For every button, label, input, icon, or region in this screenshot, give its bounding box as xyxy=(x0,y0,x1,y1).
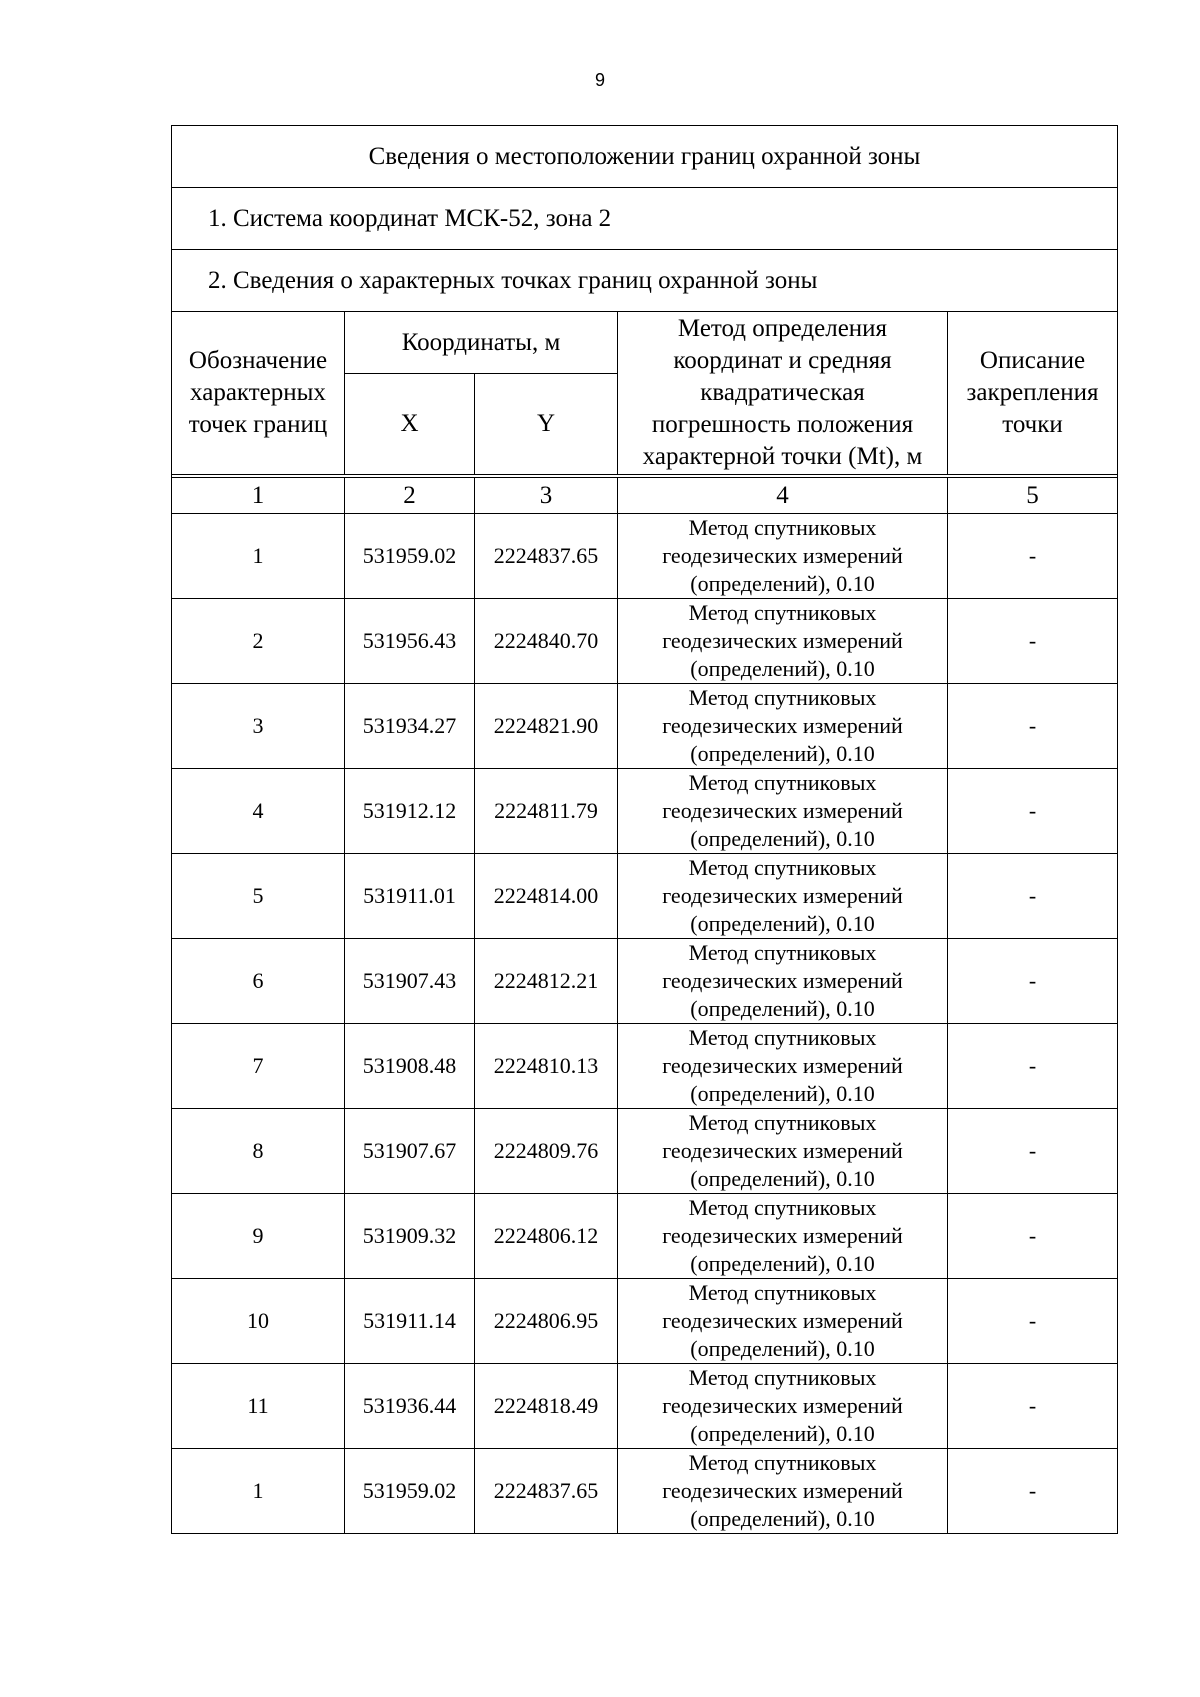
coord-x: 531907.43 xyxy=(345,939,475,1024)
coord-x: 531909.32 xyxy=(345,1194,475,1279)
method-cell: Метод спутниковых геодезических измерений (определений), 0.10 xyxy=(618,1109,948,1194)
method-cell: Метод спутниковых геодезических измерений (определений), 0.10 xyxy=(618,1024,948,1109)
table-row xyxy=(172,1194,1118,1279)
method-cell: Метод спутниковых геодезических измерений (определений), 0.10 xyxy=(618,1194,948,1279)
point-number: 3 xyxy=(172,684,345,769)
fixing-description: - xyxy=(948,1194,1118,1279)
table-row xyxy=(172,599,1118,684)
coord-x: 531936.44 xyxy=(345,1364,475,1449)
coord-x: 531911.14 xyxy=(345,1279,475,1364)
point-number: 9 xyxy=(172,1194,345,1279)
method-cell: Метод спутниковых геодезических измерений (определений), 0.10 xyxy=(618,1279,948,1364)
table-row xyxy=(172,769,1118,854)
coord-y: 2224810.13 xyxy=(475,1024,618,1109)
point-number: 7 xyxy=(172,1024,345,1109)
column-number: 5 xyxy=(948,478,1118,514)
method-cell: Метод спутниковых геодезических измерений (определений), 0.10 xyxy=(618,1364,948,1449)
fixing-description: - xyxy=(948,1279,1118,1364)
coord-x: 531911.01 xyxy=(345,854,475,939)
header-x: X xyxy=(345,374,475,475)
point-number: 10 xyxy=(172,1279,345,1364)
fixing-description: - xyxy=(948,1449,1118,1534)
coord-y: 2224837.65 xyxy=(475,514,618,599)
coord-y: 2224814.00 xyxy=(475,854,618,939)
boundary-points-table xyxy=(171,125,1118,1534)
points-section-title: 2. Сведения о характерных точках границ охранной зоны xyxy=(172,250,1118,312)
point-number: 1 xyxy=(172,1449,345,1534)
method-cell: Метод спутниковых геодезических измерений (определений), 0.10 xyxy=(618,854,948,939)
table-row xyxy=(172,1279,1118,1364)
points-section-row xyxy=(172,250,1118,312)
table-row xyxy=(172,1109,1118,1194)
fixing-description: - xyxy=(948,939,1118,1024)
header-description: Описание закрепления точки xyxy=(948,312,1118,475)
header-method: Метод определения координат и средняя квадратическая погрешность положения характерной точки (Mt), м xyxy=(618,312,948,475)
fixing-description: - xyxy=(948,854,1118,939)
method-cell: Метод спутниковых геодезических измерений (определений), 0.10 xyxy=(618,1449,948,1534)
fixing-description: - xyxy=(948,769,1118,854)
table-row xyxy=(172,1449,1118,1534)
coord-y: 2224812.21 xyxy=(475,939,618,1024)
table-row xyxy=(172,939,1118,1024)
fixing-description: - xyxy=(948,1024,1118,1109)
fixing-description: - xyxy=(948,514,1118,599)
point-number: 1 xyxy=(172,514,345,599)
fixing-description: - xyxy=(948,1109,1118,1194)
table-row xyxy=(172,684,1118,769)
coord-x: 531908.48 xyxy=(345,1024,475,1109)
table-row xyxy=(172,1364,1118,1449)
header-coordinates: Координаты, м xyxy=(345,312,618,374)
table-row xyxy=(172,1024,1118,1109)
point-number: 8 xyxy=(172,1109,345,1194)
fixing-description: - xyxy=(948,599,1118,684)
fixing-description: - xyxy=(948,1364,1118,1449)
coord-x: 531956.43 xyxy=(345,599,475,684)
header-point-designation: Обозначение характерных точек границ xyxy=(172,312,345,475)
coord-x: 531912.12 xyxy=(345,769,475,854)
coord-y: 2224811.79 xyxy=(475,769,618,854)
point-number: 6 xyxy=(172,939,345,1024)
coord-y: 2224837.65 xyxy=(475,1449,618,1534)
coord-y: 2224840.70 xyxy=(475,599,618,684)
header-y: Y xyxy=(475,374,618,475)
column-number: 2 xyxy=(345,478,475,514)
column-number: 4 xyxy=(618,478,948,514)
coord-x: 531934.27 xyxy=(345,684,475,769)
column-number: 3 xyxy=(475,478,618,514)
coord-x: 531959.02 xyxy=(345,514,475,599)
point-number: 5 xyxy=(172,854,345,939)
column-number: 1 xyxy=(172,478,345,514)
table-row xyxy=(172,854,1118,939)
method-cell: Метод спутниковых геодезических измерений (определений), 0.10 xyxy=(618,939,948,1024)
point-number: 11 xyxy=(172,1364,345,1449)
coord-x: 531959.02 xyxy=(345,1449,475,1534)
method-cell: Метод спутниковых геодезических измерений (определений), 0.10 xyxy=(618,769,948,854)
coord-y: 2224809.76 xyxy=(475,1109,618,1194)
header-row-1 xyxy=(172,312,1118,374)
table-row xyxy=(172,514,1118,599)
coordinate-system-row xyxy=(172,188,1118,250)
coord-y: 2224818.49 xyxy=(475,1364,618,1449)
coord-y: 2224821.90 xyxy=(475,684,618,769)
method-cell: Метод спутниковых геодезических измерений (определений), 0.10 xyxy=(618,514,948,599)
page-number: 9 xyxy=(594,70,605,90)
coord-y: 2224806.95 xyxy=(475,1279,618,1364)
fixing-description: - xyxy=(948,684,1118,769)
method-cell: Метод спутниковых геодезических измерений (определений), 0.10 xyxy=(618,684,948,769)
point-number: 4 xyxy=(172,769,345,854)
coord-y: 2224806.12 xyxy=(475,1194,618,1279)
method-cell: Метод спутниковых геодезических измерений (определений), 0.10 xyxy=(618,599,948,684)
table-title-row xyxy=(172,126,1118,188)
column-numbers-row xyxy=(172,478,1118,514)
coordinate-system: 1. Система координат МСК-52, зона 2 xyxy=(172,188,1118,250)
point-number: 2 xyxy=(172,599,345,684)
table-title: Сведения о местоположении границ охранной зоны xyxy=(172,126,1118,188)
coord-x: 531907.67 xyxy=(345,1109,475,1194)
